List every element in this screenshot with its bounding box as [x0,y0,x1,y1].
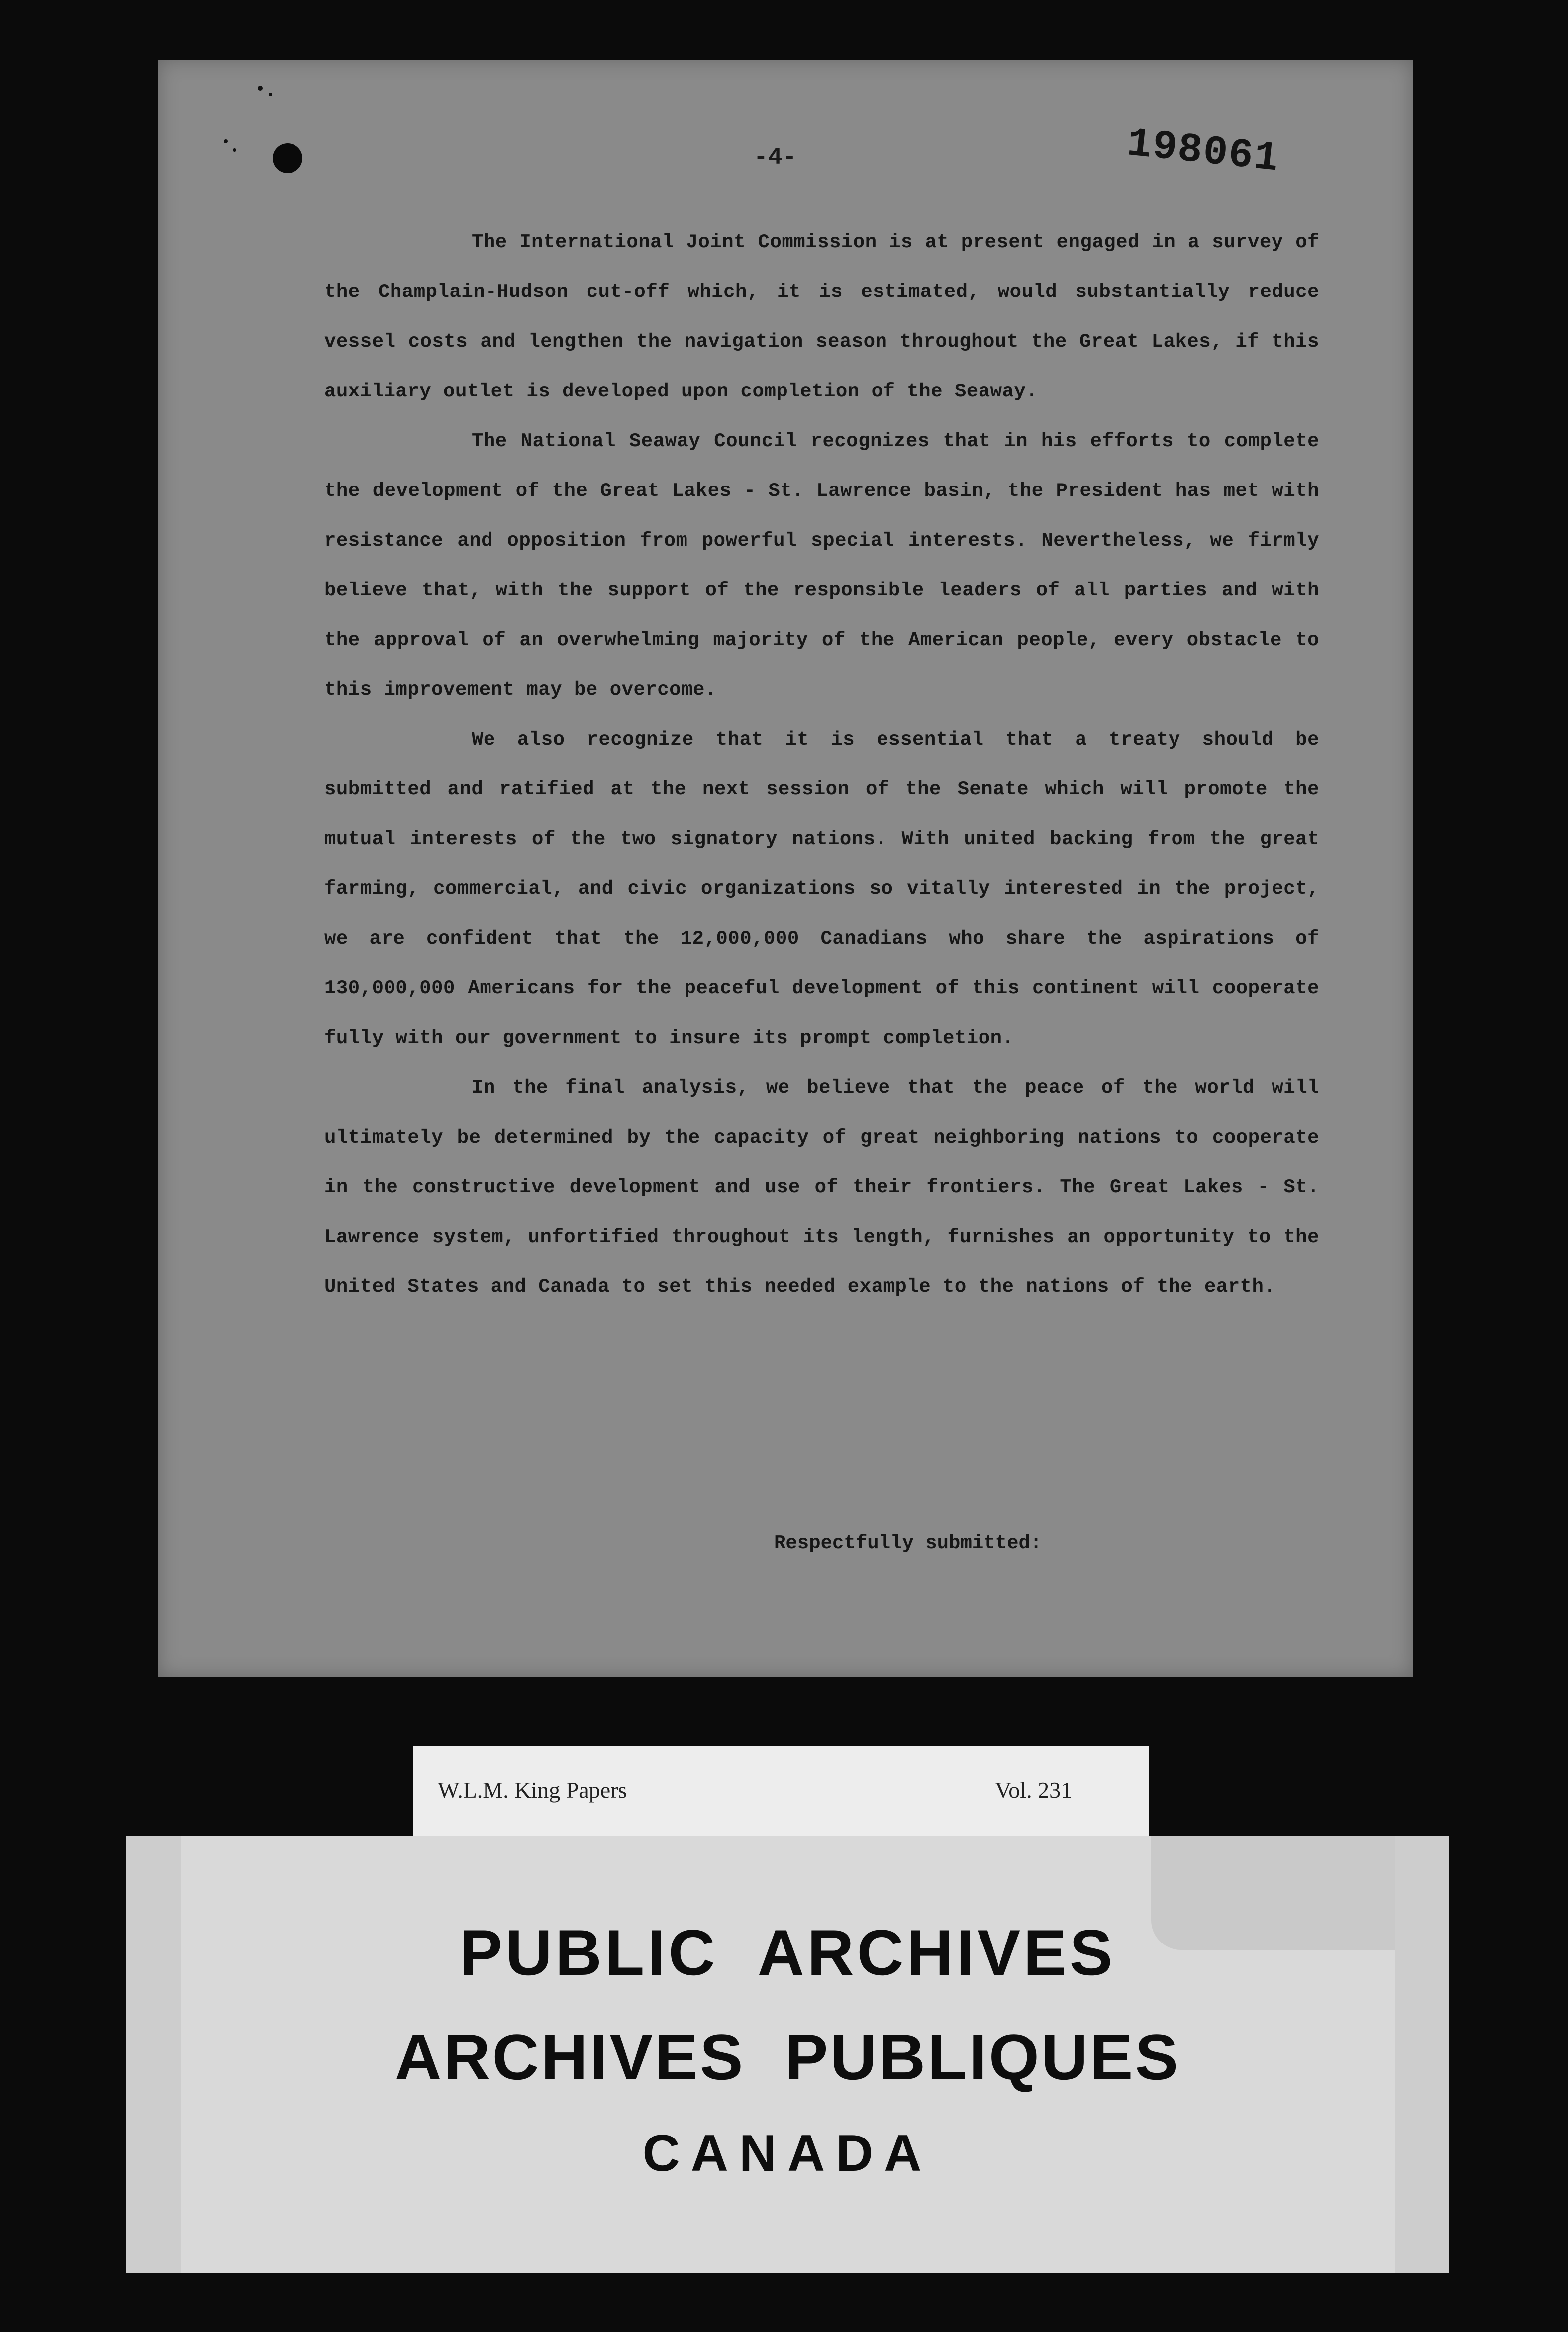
paragraph-3: We also recognize that it is essential that a treaty should be submitted and ratified at the next session of the Senate which will promote the mutual interests of the two signatory nations. With united backing from the great farming, commercial, and civic organizations so vitally interested in the project, we are confident that the 12,000,000 Canadians who share the aspirations of 130,000,000 Americans for the peaceful development of this continent will cooperate fully with our government to insure its prompt completion. [324,729,1319,1049]
collection-label: W.L.M. King Papers [438,1777,627,1803]
closing-line: Respectfully submitted: [774,1532,1042,1554]
ink-speck [269,93,272,96]
archive-title-english: PUBLIC ARCHIVES [459,1916,1116,1989]
archive-title-french: ARCHIVES PUBLIQUES [394,2021,1180,2093]
document-stamp-number: 198061 [1124,120,1282,183]
volume-label: Vol. 231 [995,1777,1073,1803]
archive-slip [413,1746,1149,1836]
letter-body [324,217,1319,1312]
paragraph-1: The International Joint Commission is at present engaged in a survey of the Champlain-Hudson cut-off which, it is estimated, would substantially reduce vessel costs and lengthen the navigation season throughout the Great Lakes, if this auxiliary outlet is developed upon completion of the Seaway. [324,231,1319,402]
archive-country: CANADA [642,2125,933,2182]
ink-speck [233,148,236,152]
page-number: -4- [754,144,797,171]
punch-hole [273,143,302,173]
ink-speck [258,86,263,91]
paragraph-2: The National Seaway Council recognizes that in his efforts to complete the development of the Great Lakes - St. Lawrence basin, the President has met with resistance and opposition from powerful special interests. Nevertheless, we firmly believe that, with the support of the responsible leaders of all parties and with the approval of an overwhelming majority of the American people, every obstacle to this improvement may be overcome. [324,430,1319,701]
ink-speck [224,139,228,143]
paragraph-4: In the final analysis, we believe that the peace of the world will ultimately be determined by the capacity of great neighboring nations to cooperate in the constructive development and use of their frontiers. The Great Lakes - St. Lawrence system, unfortified throughout its length, furnishes an opportunity to the United States and Canada to set this needed example to the nations of the earth. [324,1077,1319,1298]
archive-card [126,1836,1449,2273]
